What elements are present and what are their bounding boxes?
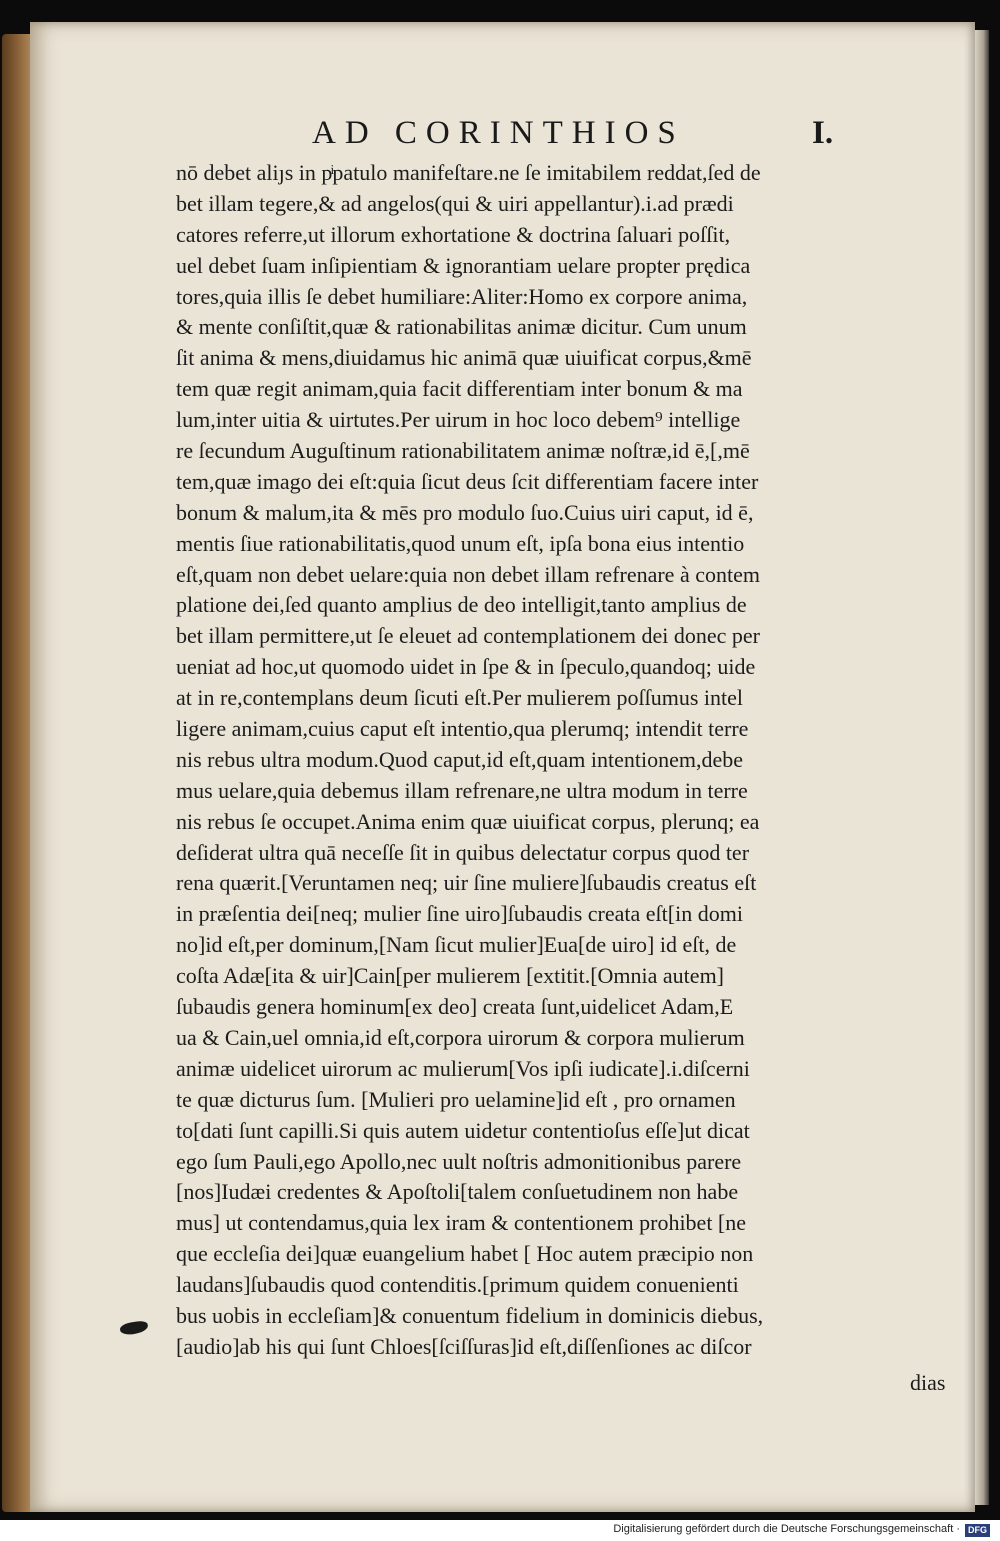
text-line: catores referre,ut illorum exhortatione & doctrina ſaluari poſſit, <box>176 221 731 247</box>
text-line: & mente conſiſtit,quæ & rationabilitas animæ dicitur. Cum unum <box>176 314 747 340</box>
running-head <box>30 108 975 158</box>
text-line: uel debet ſuam inſipientiam & ignorantiam uelare propter prędica <box>176 252 751 278</box>
text-line: mus] ut contendamus,quia lex iram & contentionem prohibet [ne <box>176 1210 747 1236</box>
text-line: ua & Cain,uel omnia,id eſt,corpora uirorum & corpora mulierum <box>176 1024 745 1050</box>
text-line: laudans]ſubaudis quod contenditis.[primum quidem conuenienti <box>176 1272 739 1298</box>
marginal-pointer-mark <box>119 1320 148 1336</box>
footer-bar <box>0 1520 1000 1541</box>
text-line: bonum & malum,ita & mēs pro modulo ſuo.Cuius uiri caput, id ē, <box>176 499 754 525</box>
text-line: in præſentia dei[neq; mulier ſine uiro]ſubaudis creata eſt[in domi <box>176 901 743 927</box>
text-line: mus uelare,quia debemus illam refrenare,ne ultra modum in terre <box>176 777 748 803</box>
text-line: nis rebus ſe occupet.Anima enim quæ uiuificat corpus, plerunq; ea <box>176 808 760 834</box>
text-line: ueniat ad hoc,ut quomodo uidet in ſpe & in ſpeculo,quandoq; uide <box>176 654 756 680</box>
text-line: ſit anima & mens,diuidamus hic animā quæ uiuificat corpus,&mē <box>176 345 752 371</box>
text-line: platione dei,ſed quanto amplius de deo intelligit,tanto amplius de <box>176 592 747 618</box>
text-line: lum,inter uitia & uirtutes.Per uirum in hoc loco debem⁹ intellige <box>176 407 741 433</box>
text-line: coſta Adæ[ita & uir]Cain[per mulierem [extitit.[Omnia autem] <box>176 963 725 989</box>
book-page <box>30 22 975 1512</box>
text-line: rena quærit.[Veruntamen neq; uir ſine muliere]ſubaudis creatus eſt <box>176 870 757 896</box>
funding-notice: Digitalisierung gefördert durch die Deutsche Forschungsgemeinschaft · <box>613 1523 960 1535</box>
text-line: deſiderat ultra quā neceſſe ſit in quibus delectatur corpus quod ter <box>176 839 750 865</box>
text-line: [audio]ab his qui ſunt Chloes[ſciſſuras]id eſt,diſſenſiones ac diſcor <box>176 1333 752 1359</box>
text-line: mentis ſiue rationabilitatis,quod unum eſt, ipſa bona eius intentio <box>176 530 745 556</box>
text-line: nō debet aliȷs in pͥpatulo manifeſtare.ne ſe imitabilem reddat,ſed de <box>176 160 761 185</box>
body-text <box>176 158 978 1363</box>
text-line: tem quæ regit animam,quia facit differentiam inter bonum & ma <box>176 376 743 402</box>
text-line: [nos]Iudæi credentes & Apoſtoli[talem conſuetudinem non habe <box>176 1179 739 1205</box>
text-line: bet illam tegere,& ad angelos(qui & uiri appellantur).i.ad prædi <box>176 190 734 216</box>
catchword: dias <box>910 1370 946 1395</box>
running-head-number: I. <box>812 115 834 151</box>
text-line: eſt,quam non debet uelare:quia non debet illam refrenare à contem <box>176 561 760 587</box>
text-line: que eccleſia dei]quæ euangelium habet [ Hoc autem præcipio non <box>176 1241 754 1267</box>
text-line: te quæ dicturus ſum. [Mulieri pro uelamine]id eſt , pro ornamen <box>176 1086 736 1112</box>
text-line: nis rebus ultra modum.Quod caput,id eſt,quam intentionem,debe <box>176 746 743 772</box>
text-line: re ſecundum Auguſtinum rationabilitatem animæ noſtræ,id ē,[,mē <box>176 438 750 464</box>
text-line: tem,quæ imago dei eſt:quia ſicut deus ſcit differentiam facere inter <box>176 468 759 494</box>
text-line: ſubaudis genera hominum[ex deo] creata ſunt,uidelicet Adam,E <box>176 994 734 1020</box>
running-head-title: AD CORINTHIOS <box>312 115 685 151</box>
text-line: bet illam permittere,ut ſe eleuet ad contemplationem dei donec per <box>176 623 760 649</box>
text-line: ligere animam,cuius caput eſt intentio,qua plerumq; intendit terre <box>176 716 749 742</box>
text-line: ego ſum Pauli,ego Apollo,nec uult noſtris admonitionibus parere <box>176 1148 742 1174</box>
text-line: no]id eſt,per dominum,[Nam ſicut mulier]Eua[de uiro] id eſt, de <box>176 932 737 958</box>
text-line: bus uobis in eccleſiam]& conuentum fidelium in dominicis diebus, <box>176 1302 764 1328</box>
text-line: animæ uidelicet uirorum ac mulierum[Vos ipſi iudicate].i.diſcerni <box>176 1055 750 1081</box>
text-line: tores,quia illis ſe debet humiliare:Aliter:Homo ex corpore anima, <box>176 283 748 309</box>
text-line: to[dati ſunt capilli.Si quis autem uidetur contentioſus eſſe]ut dicat <box>176 1117 750 1143</box>
text-line: at in re,contemplans deum ſicuti eſt.Per mulierem poſſumus intel <box>176 685 743 711</box>
dfg-logo: DFG <box>965 1524 990 1537</box>
